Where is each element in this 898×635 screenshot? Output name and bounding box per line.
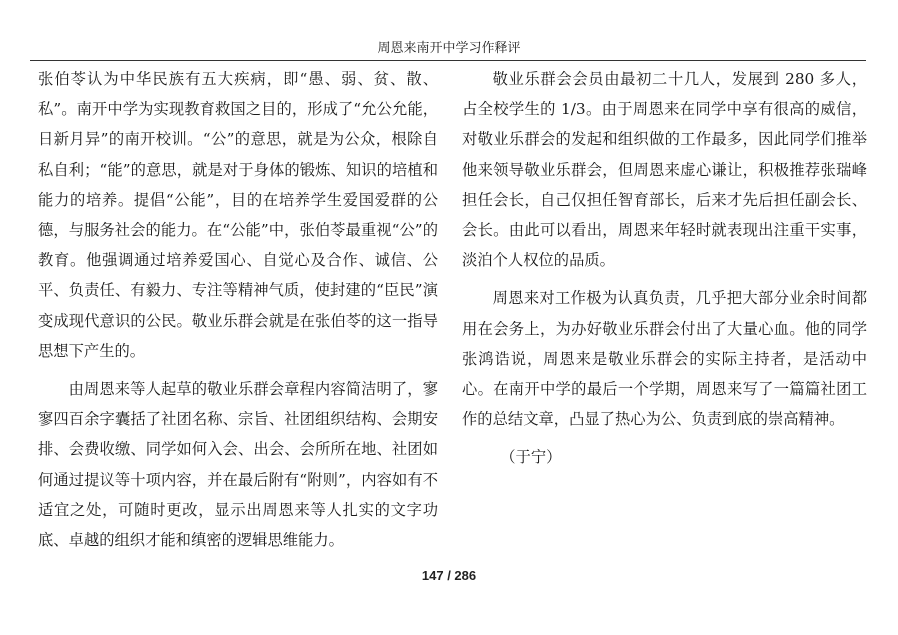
paragraph: 张伯苓认为中华民族有五大疾病，即“愚、弱、贫、散、私”。南开中学为实现教育救国之目的，形成了“允公允能，日新月异”的南开校训。“公”的意思，就是为公众，根除自私自利；“能”的意思，就是对于身体的锻炼、知识的培植和能力的培养。提倡“公能”，目的在培养学生爱国爱群的公德，与服务社会的能力。在“公能”中，张伯苓最重视“公”的教育。他强调通过培养爱国心、自觉心及合作、诚信、公平、负责任、有毅力、专注等精神气质，使封建的“臣民”演变成现代意识的公民。敬业乐群会就是在张伯苓的这一指导思想下产生的。	[38, 70, 438, 360]
right-text-column	[462, 64, 867, 481]
author-signature: （于宁）	[500, 448, 562, 467]
page-number: 147 / 286	[421, 568, 477, 583]
header-divider	[30, 60, 866, 61]
page-header-title: 周恩来南开中学习作释评	[377, 41, 521, 56]
left-text-column	[38, 64, 438, 563]
paragraph: 周恩来对工作极为认真负责，几乎把大部分业余时间都用在会务上，为办好敬业乐群会付出了大量心血。他的同学张鸿诰说，周恩来是敬业乐群会的实际主持者，是活动中心。在南开中学的最后一个学期，周恩来写了一篇篇社团工作的总结文章，凸显了热心为公、负责到底的崇高精神。	[462, 289, 867, 429]
paragraph: 敬业乐群会会员由最初二十几人，发展到 280 多人，占全校学生的 1/3。由于周恩来在同学中享有很高的威信，对敬业乐群会的发起和组织做的工作最多，因此同学们推举他来领导敬业乐群会，但周恩来虚心谦让，积极推荐张瑞峰担任会长，自己仅担任智育部长，后来才先后担任副会长、会长。由此可以看出，周恩来年轻时就表现出注重干实事，淡泊个人权位的品质。	[462, 70, 867, 270]
paragraph: 由周恩来等人起草的敬业乐群会章程内容简洁明了，寥寥四百余字囊括了社团名称、宗旨、社团组织结构、会期安排、会费收缴、同学如何入会、出会、会所所在地、社团如何通过提议等十项内容，并在最后附有“附则”，内容如有不适宜之处，可随时更改，显示出周恩来等人扎实的文字功底、卓越的组织才能和缜密的逻辑思维能力。	[38, 380, 438, 550]
